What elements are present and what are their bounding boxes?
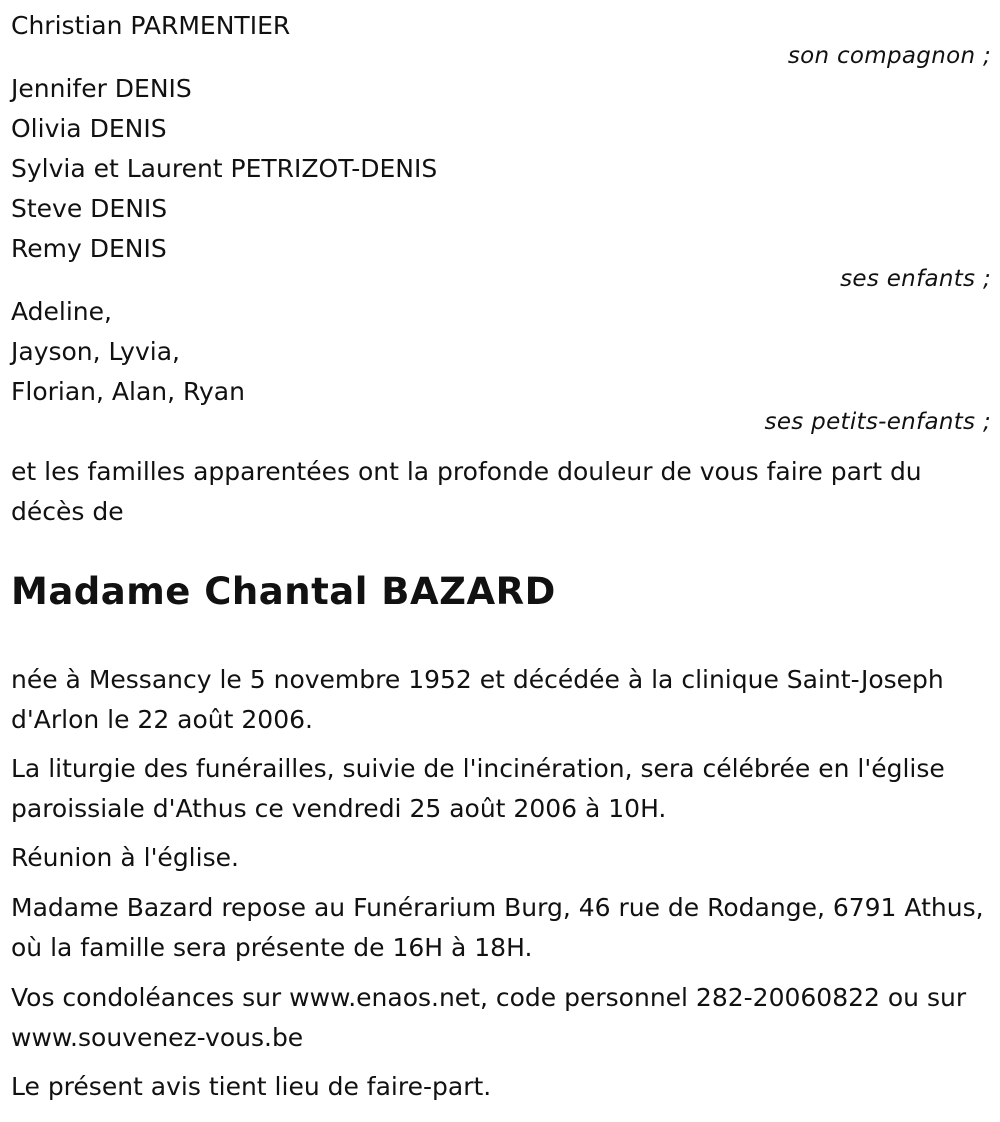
family-member-name: Jayson, Lyvia,	[11, 337, 180, 366]
deceased-name: Madame Chantal BAZARD	[11, 570, 556, 613]
condolences-paragraph: Vos condoléances sur www.enaos.net, code personnel 282-20060822 ou sur www.souvenez-vous.be	[11, 983, 967, 1052]
meeting-paragraph: Réunion à l'église.	[11, 843, 239, 872]
family-member-name: Steve DENIS	[11, 194, 168, 223]
family-role-label: ses petits-enfants ;	[764, 409, 991, 435]
family-member-name: Remy DENIS	[11, 234, 167, 263]
family-member-name: Christian PARMENTIER	[11, 11, 291, 40]
funeral-paragraph: La liturgie des funérailles, suivie de l'incinération, sera célébrée en l'église paroissiale d'Athus ce vendredi 25 août 2006 à 10H.	[11, 754, 945, 823]
intro-paragraph: et les familles apparentées ont la profonde douleur de vous faire part du décès de	[11, 457, 922, 526]
family-member-name: Adeline,	[11, 297, 112, 326]
closing-paragraph: Le présent avis tient lieu de faire-part.	[11, 1072, 492, 1101]
family-group-grandchildren	[11, 292, 991, 438]
birth-death-paragraph: née à Messancy le 5 novembre 1952 et décédée à la clinique Saint-Joseph d'Arlon le 22 août 2006.	[11, 665, 944, 734]
family-member-name: Olivia DENIS	[11, 114, 167, 143]
family-member-name: Jennifer DENIS	[11, 74, 192, 103]
family-group-children	[11, 69, 991, 295]
family-role-label: son compagnon ;	[787, 43, 991, 69]
family-member-name: Sylvia et Laurent PETRIZOT-DENIS	[11, 154, 438, 183]
family-member-name: Florian, Alan, Ryan	[11, 377, 245, 406]
funerarium-paragraph: Madame Bazard repose au Funérarium Burg, 46 rue de Rodange, 6791 Athus, où la famille sera présente de 16H à 18H.	[11, 893, 984, 962]
family-role-label: ses enfants ;	[840, 266, 991, 292]
family-group-partner	[11, 6, 991, 72]
